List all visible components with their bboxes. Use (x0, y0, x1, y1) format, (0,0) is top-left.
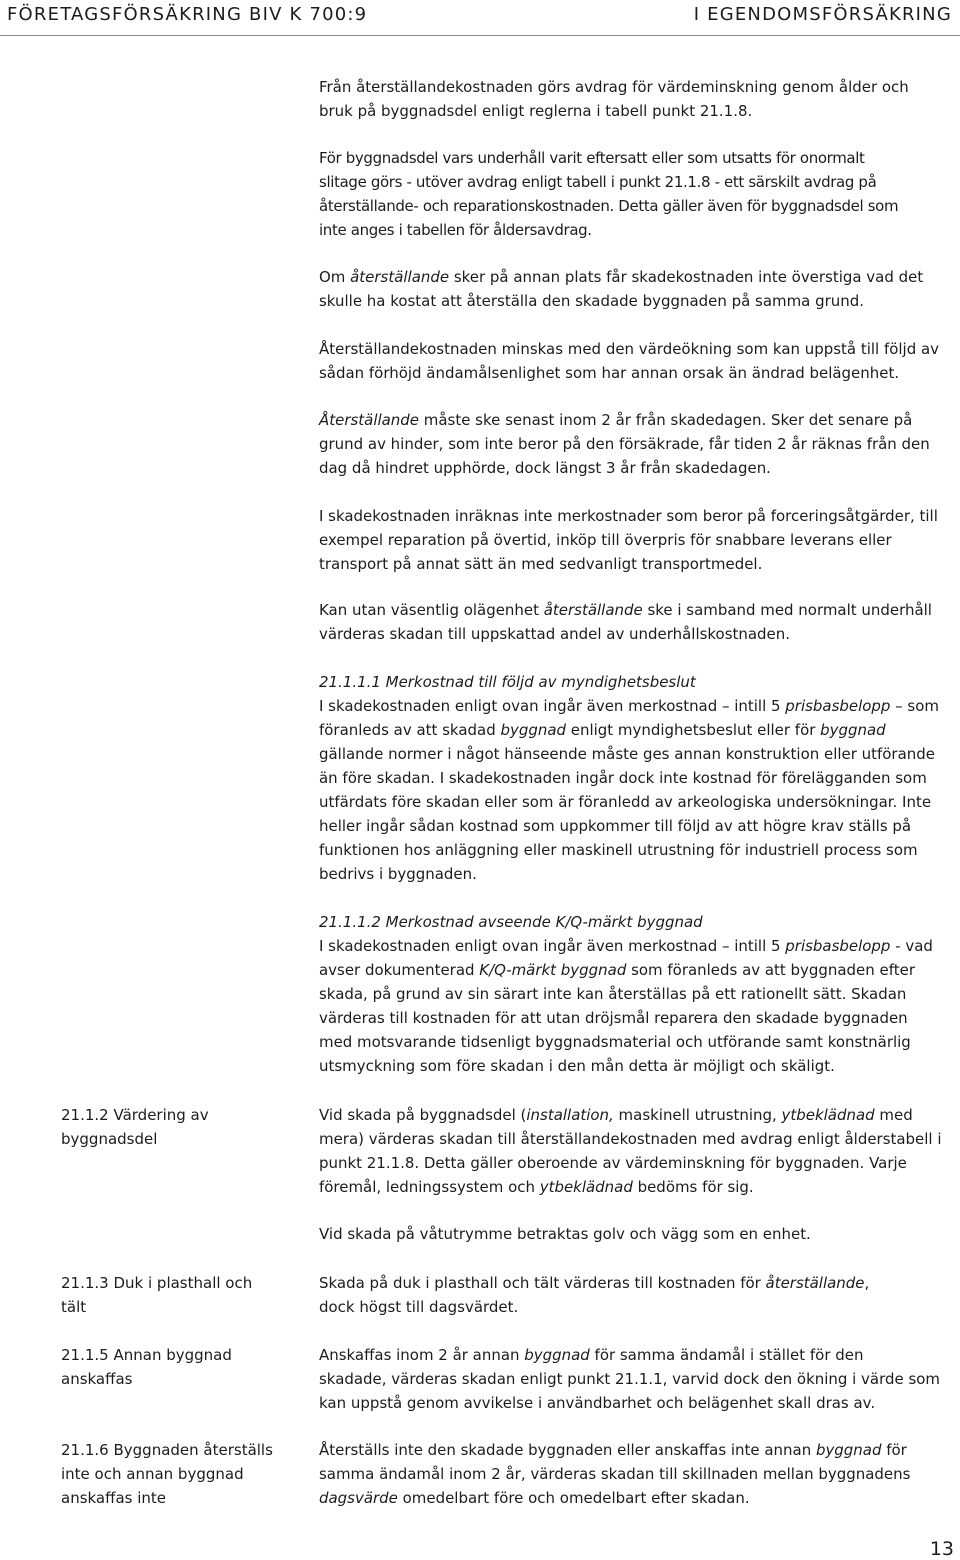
section-body-21-1-2: Vid skada på byggnadsdel (installation, maskinell utrustning, ytbeklädnad med mera) värderas skadan till återställandekostnaden med avdrag enligt ålderstabell i punkt 21.1.8. Detta gäller oberoende av värdeminskning för byggnaden. Varje föremål, ledningssystem och ytbeklädnad bedöms för sig. (319, 1106, 942, 1196)
section-heading-21-1-3: 21.1.3 Duk i plasthall och tält (61, 1274, 253, 1316)
paragraph-time-limit: Återställande måste ske senast inom 2 år från skadedagen. Sker det senare på grund av hinder, som inte beror på den försäkrade, får tiden 2 år räknas från den dag då hindret upphörde, dock längst 3 år från skadedagen. (319, 411, 930, 477)
document-title: FÖRETAGSFÖRSÄKRING BIV K 700:9 (7, 4, 368, 25)
page-header (0, 0, 960, 32)
subsection-21-1-1-1: 21.1.1.1 Merkostnad till följd av myndighetsbeslut I skadekostnaden enligt ovan ingår även merkostnad – intill 5 prisbasbelopp – som föranleds av att skadad byggnad enligt myndighetsbeslut eller för byggnad gällande normer i något hänseende måste ges annan konstruktion eller utförande än före skadan. I skadekostnaden ingår dock inte kostnad för förelägganden som utfärdats före skadan eller som är föranledd av arkeologiska undersökningar. Inte heller ingår sådan kostnad som uppkommer till följd av att högre krav ställs på funktionen hos anläggning eller maskinell utrustning för industriell process som bedrivs i byggnaden. (319, 673, 939, 883)
section-heading-21-1-5: 21.1.5 Annan byggnad anskaffas (61, 1346, 232, 1388)
section-title: I EGENDOMSFÖRSÄKRING (693, 4, 952, 25)
subsection-heading: 21.1.1.1 Merkostnad till följd av myndighetsbeslut (319, 673, 696, 691)
subsection-21-1-1-2: 21.1.1.2 Merkostnad avseende K/Q-märkt byggnad I skadekostnaden enligt ovan ingår även merkostnad – intill 5 prisbasbelopp - vad avser dokumenterad K/Q-märkt byggnad som föranleds av att byggnaden efter skada, på grund av sin särart inte kan återställas på ett rationellt sätt. Skadan värderas till kostnaden för att utan dröjsmål reparera den skadade byggnaden med motsvarande tidsenligt byggnadsmaterial och utförande samt konstnärlig utsmyckning som före skadan i den mån detta är möjligt och skäligt. (319, 913, 933, 1075)
paragraph-neglected-maintenance: För byggnadsdel vars underhåll varit eftersatt eller som utsatts för onormalt slitage görs - utöver avdrag enligt tabell i punkt 21.1.8 - ett särskilt avdrag på återställande- och reparationskostnaden. Detta gäller även för byggnadsdel som inte anges i tabellen för åldersavdrag. (319, 149, 899, 239)
section-body-21-1-3: Skada på duk i plasthall och tält värderas till kostnaden för återställande, dock högst till dagsvärdet. (319, 1274, 870, 1316)
paragraph-other-location: Om återställande sker på annan plats får skadekostnaden inte överstiga vad det skulle ha kostat att återställa den skadade byggnaden på samma grund. (319, 268, 924, 310)
page-number: 13 (929, 1538, 954, 1560)
paragraph-maintenance-share: Kan utan väsentlig olägenhet återställande ske i samband med normalt underhåll värderas skadan till uppskattad andel av underhållskostnaden. (319, 601, 932, 643)
header-divider (0, 35, 960, 36)
paragraph-depreciation: Från återställandekostnaden görs avdrag för värdeminskning genom ålder och bruk på byggnadsdel enligt reglerna i tabell punkt 21.1.8. (319, 78, 909, 120)
subsection-heading: 21.1.1.2 Merkostnad avseende K/Q-märkt byggnad (319, 913, 703, 931)
section-body-21-1-5: Anskaffas inom 2 år annan byggnad för samma ändamål i stället för den skadade, värderas skadan enligt punkt 21.1.1, varvid dock den ökning i värde som kan uppstå genom avvikelse i användbarhet och belägenhet skall dras av. (319, 1346, 940, 1412)
section-heading-21-1-6: 21.1.6 Byggnaden återställs inte och annan byggnad anskaffas inte (61, 1441, 273, 1507)
paragraph-value-increase: Återställandekostnaden minskas med den värdeökning som kan uppstå till följd av sådan förhöjd ändamålsenlighet som har annan orsak än ändrad belägenhet. (319, 340, 940, 382)
paragraph-extra-costs: I skadekostnaden inräknas inte merkostnader som beror på forceringsåtgärder, till exempel reparation på övertid, inköp till överpris för snabbare leverans eller transport på annat sätt än med sedvanligt transportmedel. (319, 507, 938, 573)
section-heading-21-1-2: 21.1.2 Värdering av byggnadsdel (61, 1106, 209, 1148)
paragraph-wet-room: Vid skada på våtutrymme betraktas golv och vägg som en enhet. (319, 1225, 811, 1243)
section-body-21-1-6: Återställs inte den skadade byggnaden eller anskaffas inte annan byggnad för samma ändamål inom 2 år, värderas skadan till skillnaden mellan byggnadens dagsvärde omedelbart före och omedelbart efter skadan. (319, 1441, 911, 1507)
